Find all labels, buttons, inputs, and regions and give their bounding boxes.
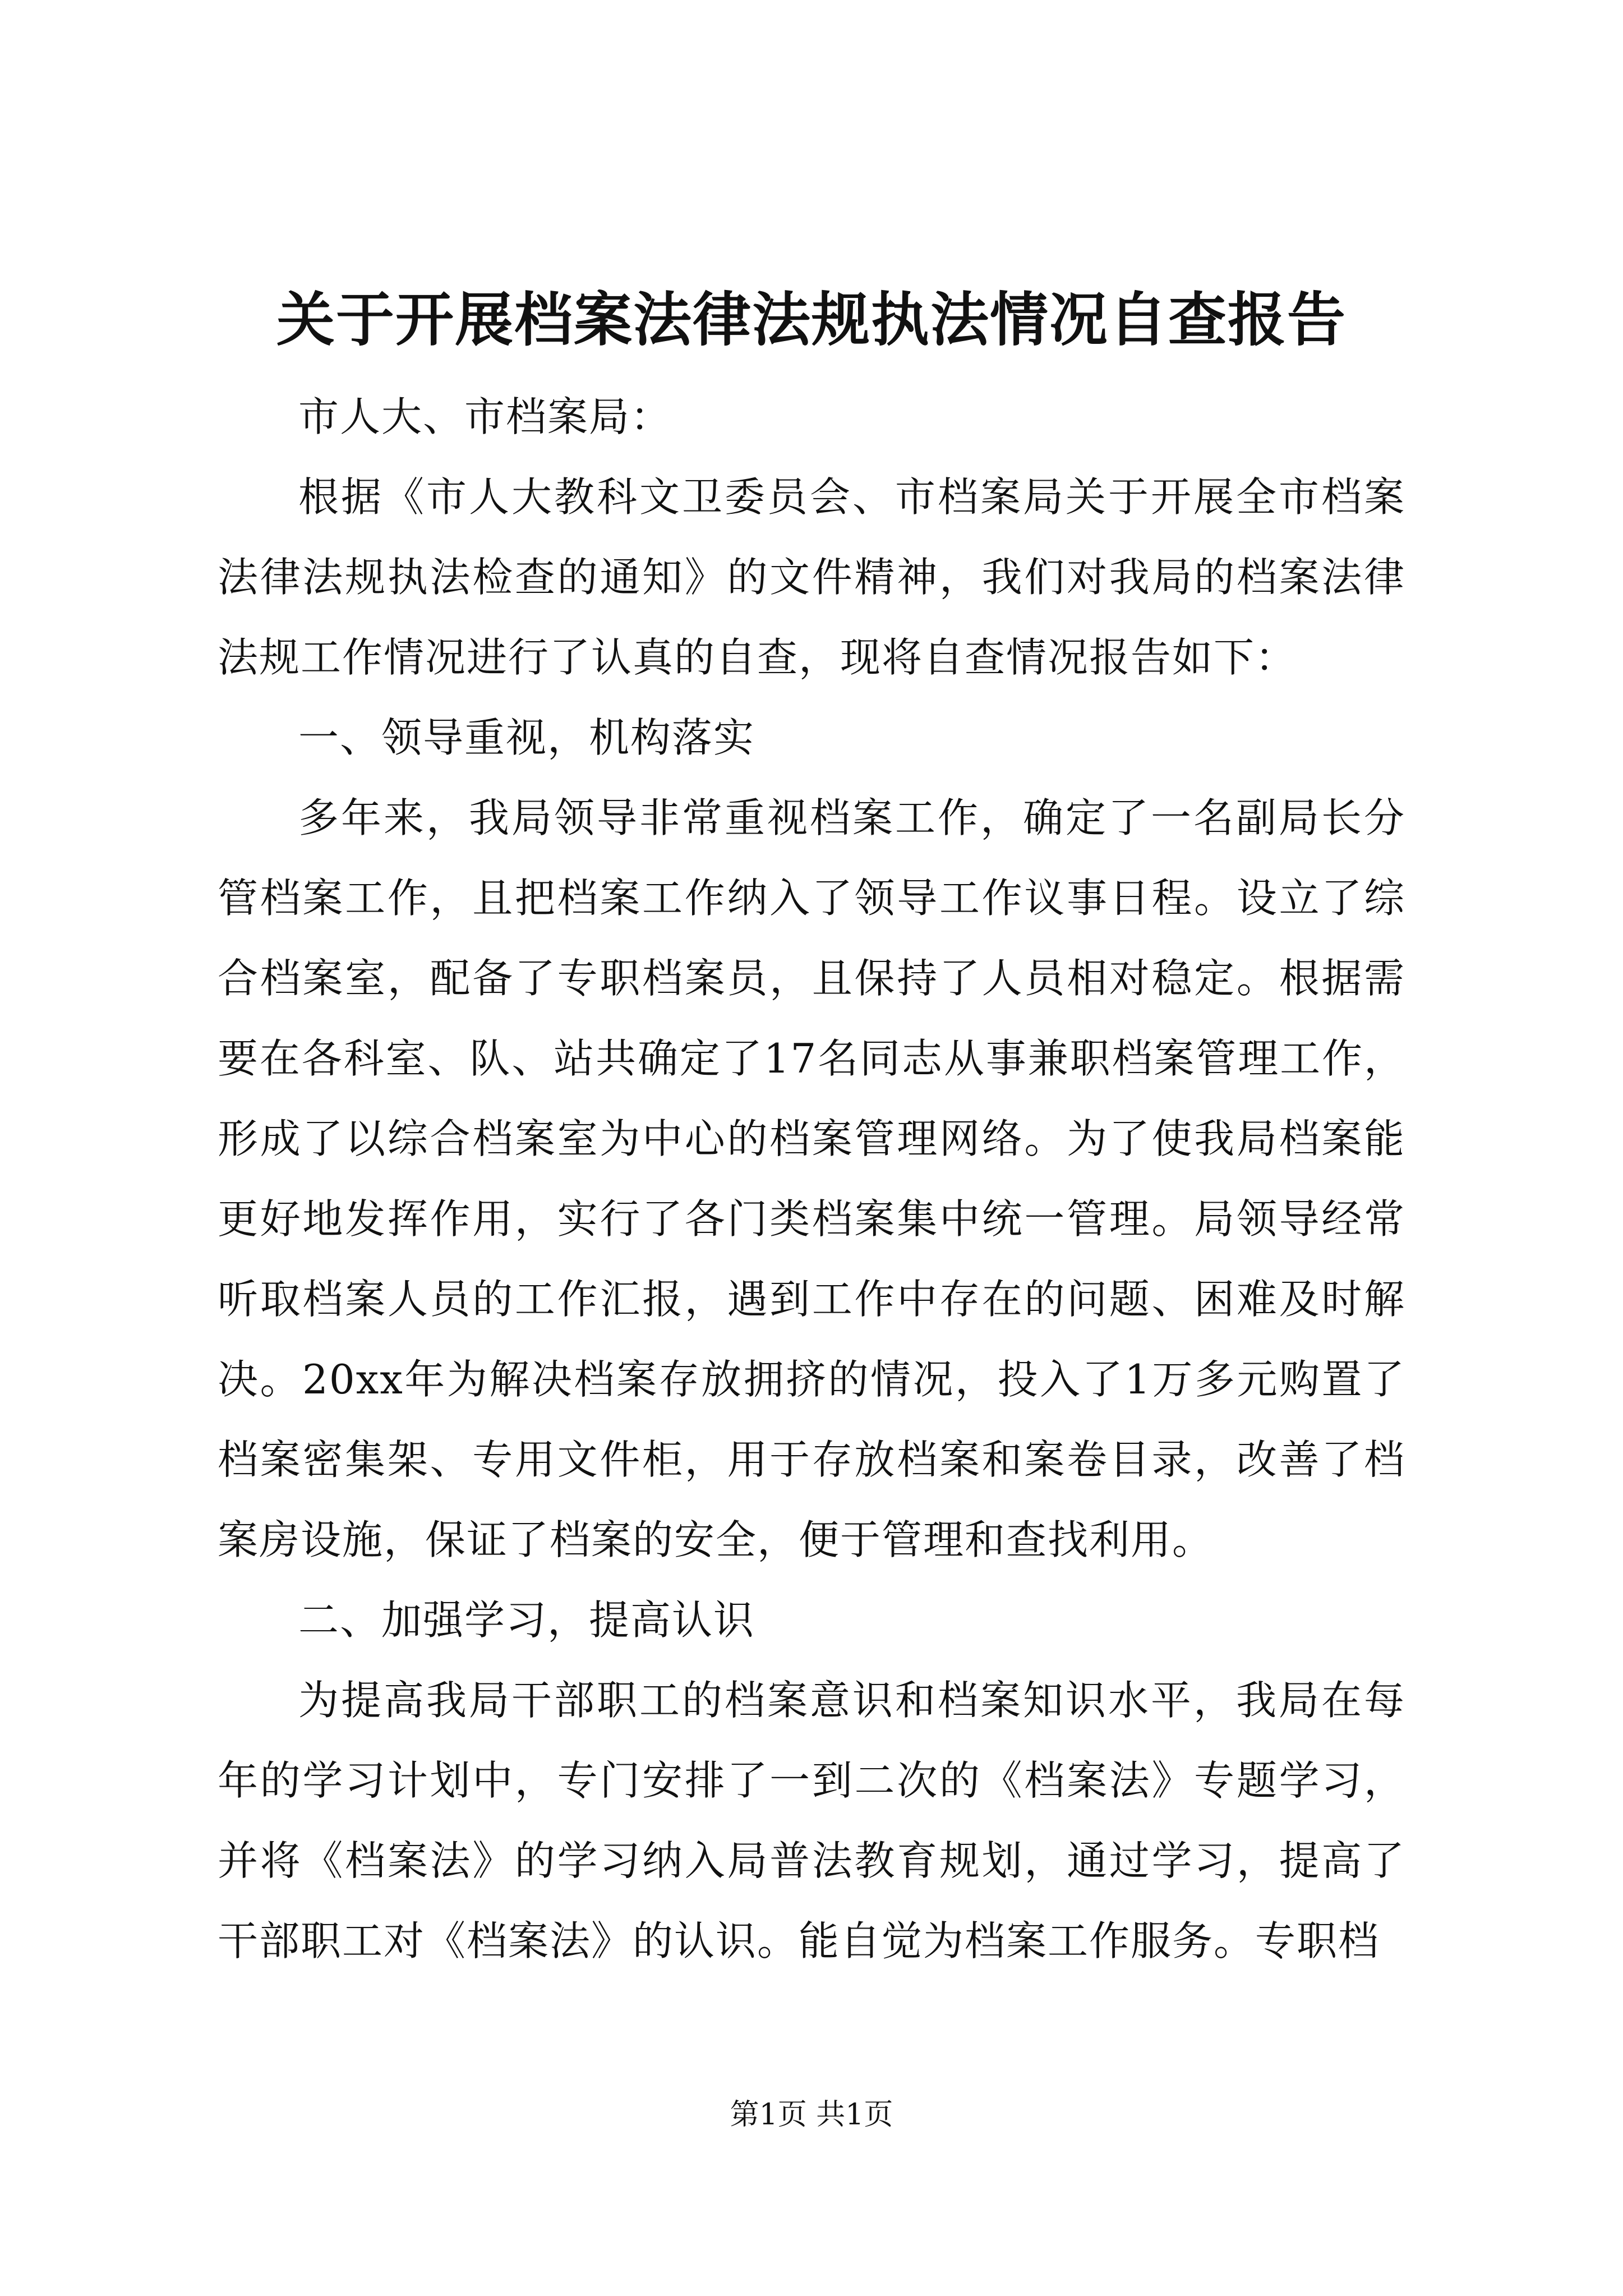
document-body — [218, 377, 1405, 1981]
document-title: 关于开展档案法律法规执法情况自查报告 — [276, 285, 1347, 354]
section-1-paragraph: 多年来，我局领导非常重视档案工作，确定了一名副局长分管档案工作，且把档案工作纳入了领导工作议事日程。设立了综合档案室，配备了专职档案员，且保持了人员相对稳定。根据需要在各科室、队、站共确定了17名同志从事兼职档案管理工作，形成了以综合档案室为中心的档案管理网络。为了使我局档案能更好地发挥作用，实行了各门类档案集中统一管理。局领导经常听取档案人员的工作汇报，遇到工作中存在的问题、困难及时解决。20xx年为解决档案存放拥挤的情况，投入了1万多元购置了档案密集架、专用文件柜，用于存放档案和案卷目录，改善了档案房设施，保证了档案的安全，便于管理和查找利用。 — [218, 794, 1405, 1563]
section-2-paragraph: 为提高我局干部职工的档案意识和档案知识水平，我局在每年的学习计划中，专门安排了一到二次的《档案法》专题学习，并将《档案法》的学习纳入局普法教育规划，通过学习，提高了干部职工对《档案法》的认识。能自觉为档案工作服务。专职档 — [218, 1677, 1405, 1964]
page-footer: 第1页 共1页 — [730, 2098, 893, 2132]
intro-paragraph: 根据《市人大教科文卫委员会、市档案局关于开展全市档案法律法规执法检查的通知》的文件精神，我们对我局的档案法律法规工作情况进行了认真的自查，现将自查情况报告如下： — [218, 473, 1405, 681]
section-heading-1: 一、领导重视，机构落实 — [298, 714, 755, 761]
salutation: 市人大、市档案局： — [298, 393, 672, 440]
section-heading-2: 二、加强学习，提高认识 — [298, 1596, 755, 1644]
